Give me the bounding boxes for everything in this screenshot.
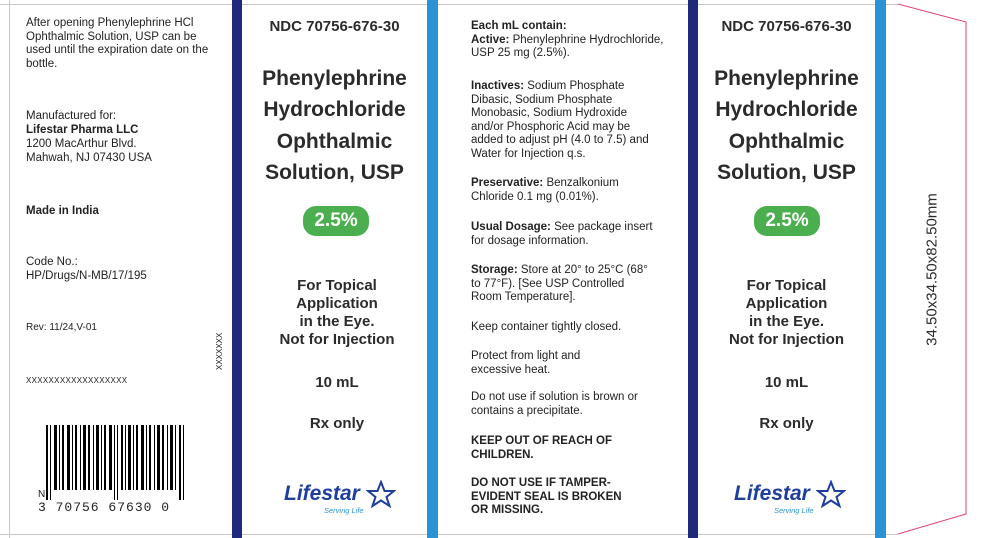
storage-text: Store at 20° to 25°C (68° to 77°F). [See USP Controlled Room Temperature]. xyxy=(471,264,648,303)
topical-line1: For Topical xyxy=(297,277,377,294)
ndc-number-2: NDC 70756-676-30 xyxy=(721,18,852,35)
volume: 10 mL xyxy=(315,374,359,391)
inactives-block xyxy=(471,80,653,161)
keep-out-of-reach: KEEP OUT OF REACH OF CHILDREN. xyxy=(471,435,612,461)
dosage-block xyxy=(471,221,653,248)
active-label: Active: xyxy=(471,33,510,46)
product-name2-line3: Ophthalmic xyxy=(728,130,845,153)
product-name2-line2: Hydrochloride xyxy=(715,98,858,121)
product-name-line4: Solution, USP xyxy=(265,161,404,184)
preservative-block xyxy=(471,177,653,204)
lifestar-logo xyxy=(284,480,404,520)
storage-block xyxy=(471,264,653,305)
volume-2: 10 mL xyxy=(764,374,809,391)
dosage-label: Usual Dosage: xyxy=(471,221,551,233)
expiry-note: After opening Phenylephrine HCl Ophthalmic Solution, USP can be used until the expiration date on the bottle. xyxy=(26,17,209,70)
info-panel xyxy=(438,0,688,538)
topical2-line1: For Topical xyxy=(746,277,827,294)
protect-light: Protect from light and excessive heat. xyxy=(471,350,581,376)
tamper-warning: DO NOT USE IF TAMPER-EVIDENT SEAL IS BROKEN OR MISSING. xyxy=(471,477,622,516)
manufactured-for-label: Manufactured for: xyxy=(26,110,117,122)
each-ml-title: Each mL contain: xyxy=(471,20,567,32)
logo-text: Lifestar xyxy=(284,482,360,505)
made-in: Made in India xyxy=(26,205,99,217)
code-value: HP/Drugs/N-MB/17/195 xyxy=(26,270,147,282)
lot-placeholder: XXXXXXXXXXXXXXXXXX xyxy=(26,376,128,385)
code-label: Code No.: xyxy=(26,256,78,268)
keep-closed: Keep container tightly closed. xyxy=(471,321,622,333)
strength-badge: 2.5% xyxy=(303,206,369,236)
star-icon xyxy=(816,480,846,508)
address-line1: 1200 MacArthur Blvd. xyxy=(26,138,137,150)
product-name2-line1: Phenylephrine xyxy=(714,67,859,90)
product-name-line3: Ophthalmic xyxy=(276,130,393,153)
active-line xyxy=(471,34,681,61)
blue-stripe xyxy=(427,0,438,538)
strength-badge-2: 2.5% xyxy=(754,206,820,236)
inactives-text: Sodium Phosphate Dibasic, Sodium Phosphate Monobasic, Sodium Hydroxide and/or Phosphoric Acid may be added to adjust pH (4.0 to 7.5) and Water for Injection q.s. xyxy=(471,80,649,160)
product-name2-line4: Solution, USP xyxy=(717,161,856,184)
topical-line4: Not for Injection xyxy=(279,331,395,348)
barcode-digits: 3 70756 67630 0 xyxy=(38,500,171,515)
topical-line2: Application xyxy=(296,295,378,312)
barcode-image xyxy=(36,425,206,500)
do-not-use-brown: Do not use if solution is brown or contains a precipitate. xyxy=(471,391,638,417)
star-icon xyxy=(366,480,396,508)
lifestar-logo-2 xyxy=(734,480,854,520)
topical2-line2: Application xyxy=(745,295,828,312)
each-ml-block xyxy=(471,20,681,61)
front-panel-1 xyxy=(242,0,427,538)
topical2-line3: in the Eye. xyxy=(748,313,825,330)
navy-stripe xyxy=(232,0,242,538)
ndc-number: NDC 70756-676-30 xyxy=(269,18,400,35)
dosage-text: See package insert for dosage information. xyxy=(471,221,653,247)
logo-tagline-2: Serving Life xyxy=(774,506,814,515)
address-line2: Mahwah, NJ 07430 USA xyxy=(26,152,152,164)
rx-only: Rx only xyxy=(309,415,365,432)
rx-only-2: Rx only xyxy=(759,415,814,432)
inactives-label: Inactives: xyxy=(471,80,525,92)
storage-label: Storage: xyxy=(471,264,518,276)
barcode-n: N xyxy=(38,489,46,500)
left-panel xyxy=(10,0,232,538)
blue-stripe-2 xyxy=(875,0,886,538)
topical2-line4: Not for Injection xyxy=(729,331,844,348)
preservative-label: Preservative: xyxy=(471,177,544,189)
revision: Rev: 11/24,V-01 xyxy=(26,322,97,333)
logo-tagline: Serving Life xyxy=(324,506,364,515)
logo-text-2: Lifestar xyxy=(734,482,810,505)
company-name: Lifestar Pharma LLC xyxy=(26,124,139,136)
product-name-line2: Hydrochloride xyxy=(263,98,406,121)
topical-line3: in the Eye. xyxy=(299,313,375,330)
dimensions-text: 34.50x34.50x82.50mm xyxy=(923,193,941,346)
preservative-text: Benzalkonium Chloride 0.1 mg (0.01%). xyxy=(471,177,619,203)
active-text: Phenylephrine Hydrochloride, USP 25 mg (2.5%). xyxy=(471,33,664,59)
lot-placeholder-vertical: XXXXXXX xyxy=(215,332,224,370)
product-name-line1: Phenylephrine xyxy=(262,67,407,90)
front-panel-2 xyxy=(698,0,875,538)
navy-stripe-2 xyxy=(688,0,698,538)
